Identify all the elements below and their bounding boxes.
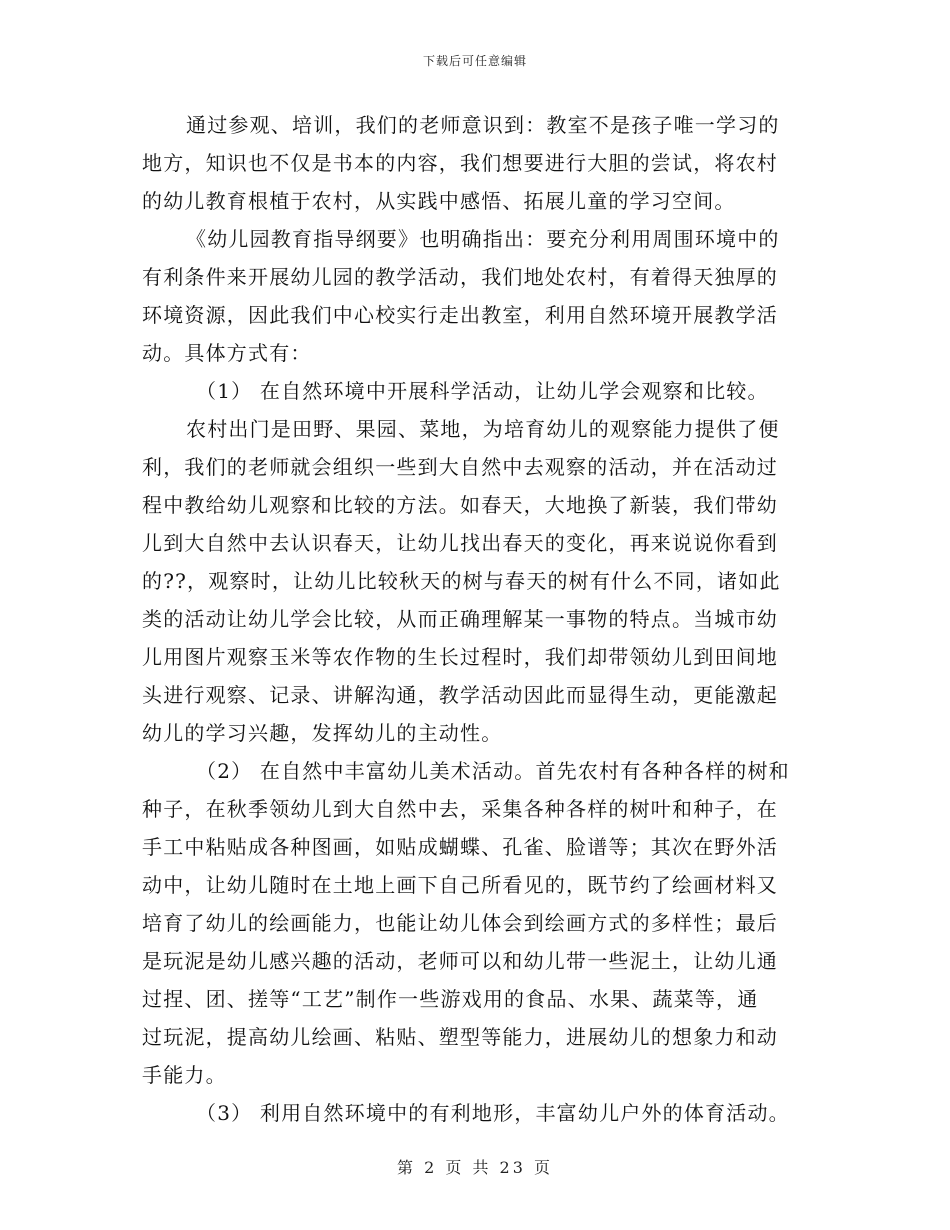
- text-line: 通过参观、培训，我们的老师意识到：教室不是孩子唯一学习的: [186, 113, 780, 137]
- text-line: 环境资源，因此我们中心校实行走出教室，利用自然环境开展教学活: [142, 303, 778, 327]
- text-line: 儿用图片观察玉米等农作物的生长过程时，我们却带领幼儿到田间地: [142, 645, 778, 669]
- page-footer: 第 2 页 共 23 页: [397, 1158, 553, 1177]
- list-heading: （2） 在自然中丰富幼儿美术活动。首先农村有各种各样的树和: [196, 759, 790, 783]
- text-line: 培育了幼儿的绘画能力，也能让幼儿体会到绘画方式的多样性；最后: [142, 911, 778, 935]
- document-body: [142, 106, 812, 1132]
- text-line: 过捏、团、搓等“工艺”制作一些游戏用的食品、水果、蔬菜等，通: [142, 987, 759, 1011]
- text-line: 动中，让幼儿随时在土地上画下自己所看见的，既节约了绘画材料又: [142, 873, 778, 897]
- text-line: 利，我们的老师就会组织一些到大自然中去观察的活动，并在活动过: [142, 455, 778, 479]
- text-line: 地方，知识也不仅是书本的内容，我们想要进行大胆的尝试，将农村: [142, 151, 778, 175]
- text-line: 种子，在秋季领幼儿到大自然中去，采集各种各样的树叶和种子，在: [142, 797, 778, 821]
- list-heading: （3） 利用自然环境中的有利地形，丰富幼儿户外的体育活动。: [196, 1101, 790, 1125]
- text-line: 手能力。: [142, 1063, 227, 1087]
- text-line: 头进行观察、记录、讲解沟通，教学活动因此而显得生动，更能激起: [142, 683, 778, 707]
- text-line: 是玩泥是幼儿感兴趣的活动，老师可以和幼儿带一些泥土，让幼儿通: [142, 949, 778, 973]
- page-header: 下载后可任意编辑: [422, 54, 527, 68]
- text-line: 过玩泥，提高幼儿绘画、粘贴、塑型等能力，进展幼儿的想象力和动: [142, 1025, 778, 1049]
- list-heading: （1） 在自然环境中开展科学活动，让幼儿学会观察和比较。: [196, 379, 769, 403]
- text-line: 动。具体方式有：: [142, 341, 312, 365]
- text-line: 农村出门是田野、果园、菜地，为培育幼儿的观察能力提供了便: [186, 417, 780, 441]
- text-line: 的??，观察时，让幼儿比较秋天的树与春天的树有什么不同，诸如此: [142, 569, 781, 593]
- text-line: 手工中粘贴成各种图画，如贴成蝴蝶、孔雀、脸谱等；其次在野外活: [142, 835, 778, 859]
- text-line: 程中教给幼儿观察和比较的方法。如春天，大地换了新装，我们带幼: [142, 493, 778, 517]
- text-line: 《幼儿园教育指导纲要》也明确指出：要充分利用周围环境中的: [186, 227, 780, 251]
- text-line: 类的活动让幼儿学会比较，从而正确理解某一事物的特点。当城市幼: [142, 607, 778, 631]
- text-line: 的幼儿教育根植于农村，从实践中感悟、拓展儿童的学习空间。: [142, 189, 736, 213]
- text-line: 幼儿的学习兴趣，发挥幼儿的主动性。: [142, 721, 503, 745]
- text-line: 有利条件来开展幼儿园的教学活动，我们地处农村，有着得天独厚的: [142, 265, 778, 289]
- text-line: 儿到大自然中去认识春天，让幼儿找出春天的变化，再来说说你看到: [142, 531, 778, 555]
